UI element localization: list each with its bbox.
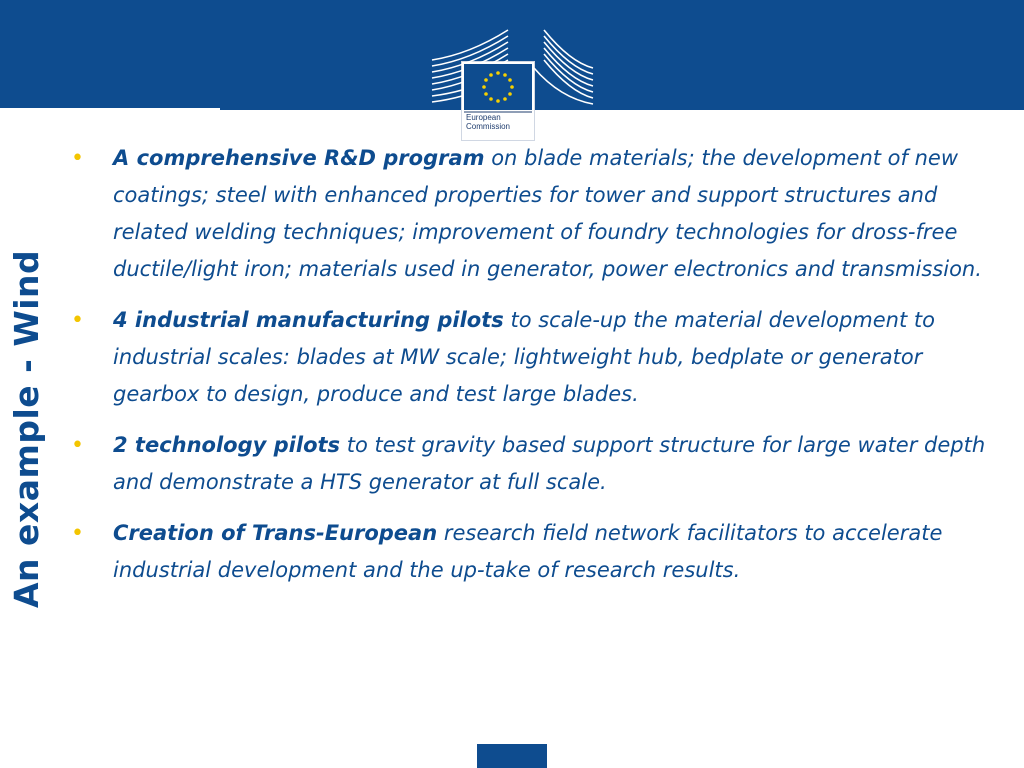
- bullet-text: to test gravity based support structure for large water depth and demonstrate a HTS generator at full scale.: [113, 433, 986, 494]
- footer-flag-tab: [477, 744, 547, 768]
- eu-flag: [464, 64, 532, 110]
- list-item: [70, 427, 1000, 501]
- bullet-lead: 2 technology pilots: [113, 433, 341, 457]
- bullet-icon: •: [71, 433, 84, 458]
- header-rule: [220, 107, 1024, 110]
- bullet-text: research field network facilitators to accelerate industrial development and the up-take of research results.: [113, 521, 943, 582]
- bullet-icon: •: [71, 146, 84, 171]
- list-item: [70, 515, 1000, 589]
- bullet-lead: Creation of Trans-European: [113, 521, 438, 545]
- logo-line-2: Commission: [466, 122, 511, 131]
- bullet-lead: A comprehensive R&D program: [113, 146, 485, 170]
- logo-line-1: European: [466, 113, 501, 122]
- logo-wordmark: [466, 113, 534, 131]
- bullet-lead: 4 industrial manufacturing pilots: [113, 308, 504, 332]
- bullet-icon: •: [71, 308, 84, 333]
- bullet-text: to scale-up the material development to industrial scales: blades at MW scale; lightweight hub, bedplate or generator gearbox to design, produce and test large blades.: [113, 308, 935, 406]
- list-item: [70, 140, 1000, 288]
- logo-right-wing: [534, 30, 593, 104]
- bullet-icon: •: [71, 521, 84, 546]
- bullet-list: [70, 140, 1000, 603]
- list-item: [70, 302, 1000, 413]
- slide-title: An example - Wind: [7, 249, 46, 608]
- bullet-text: on blade materials; the development of new coatings; steel with enhanced properties for tower and support structures and related welding techniques; improvement of foundry technologies for dross-free ductile/light iron; materials used in generator, power electronics and transmission.: [113, 146, 982, 281]
